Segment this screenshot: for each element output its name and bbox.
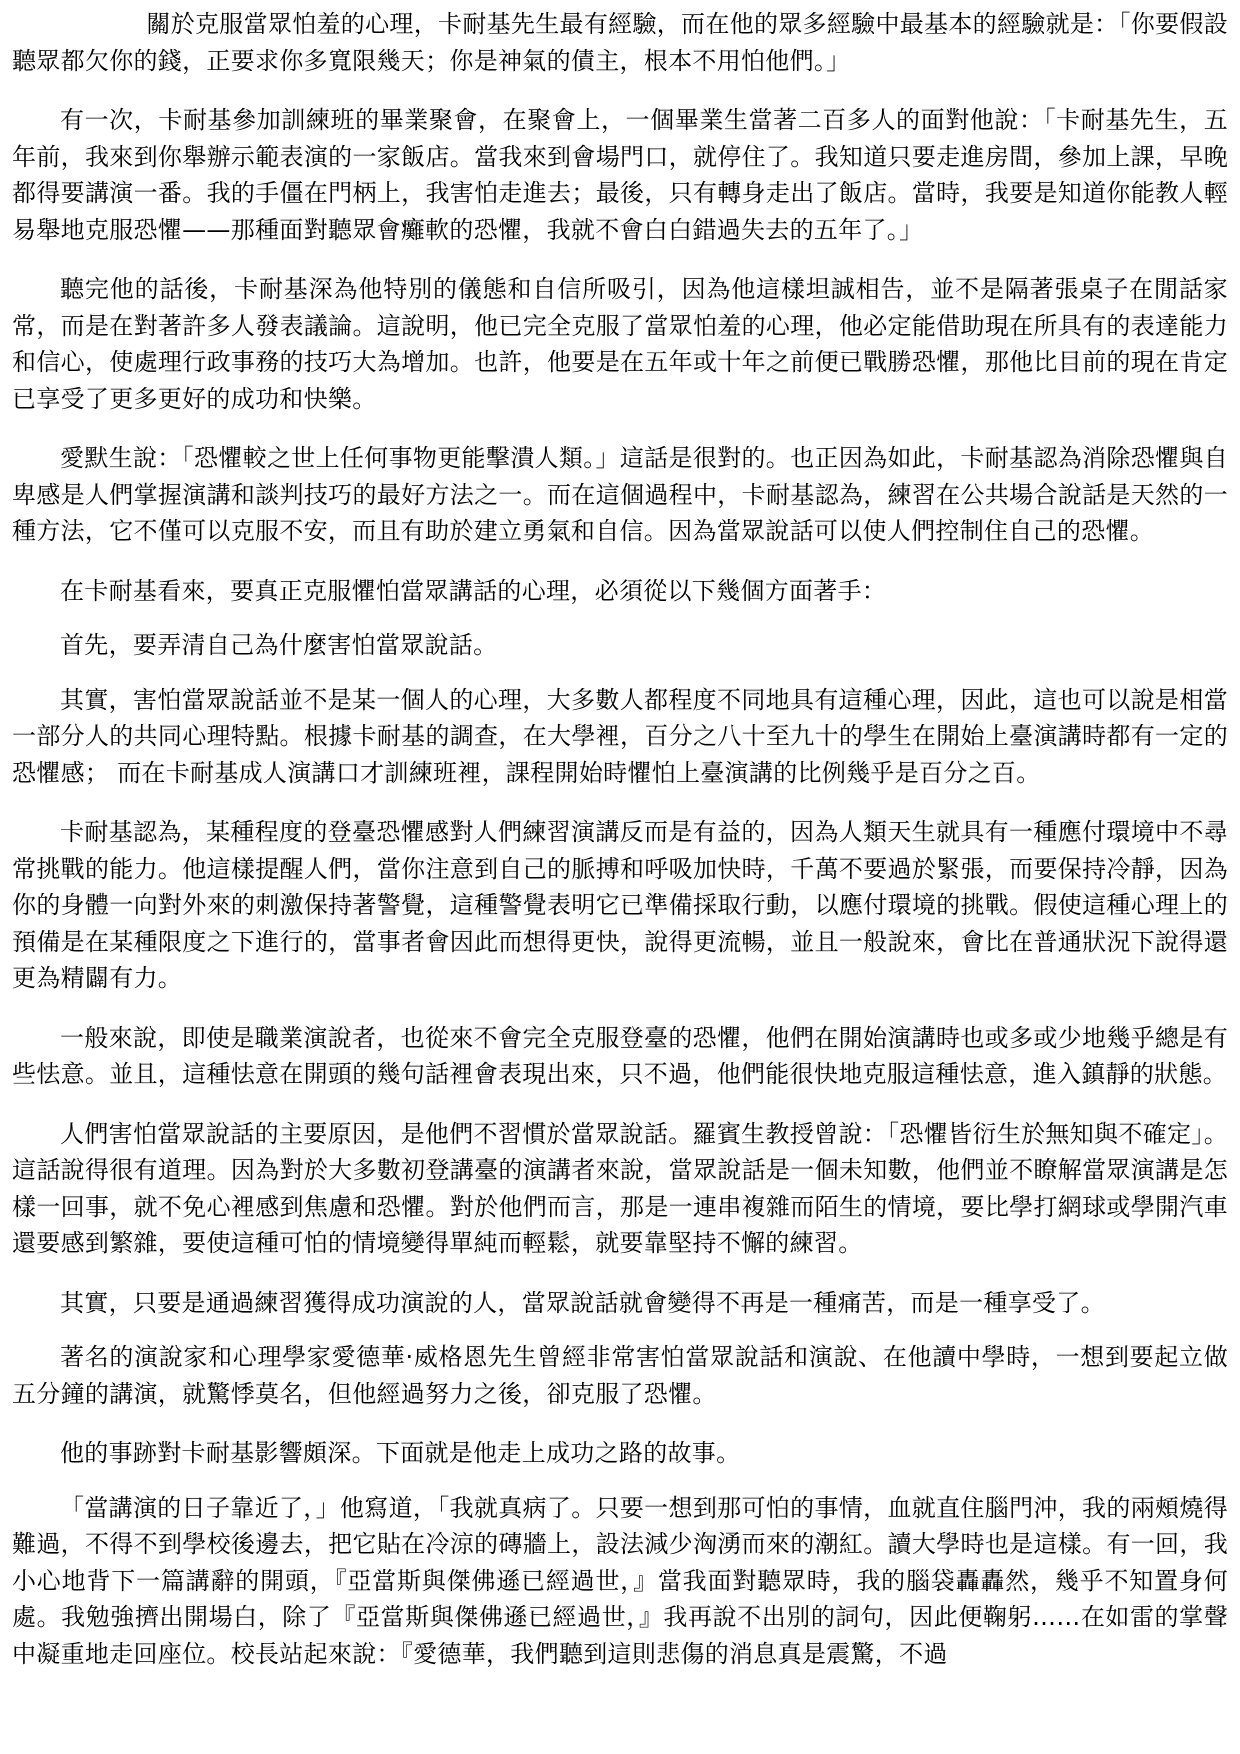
paragraph: 愛默生說：「恐懼較之世上任何事物更能擊潰人類。」這話是很對的。也正因為如此，卡耐基認為消除恐懼與自卑感是人們掌握演講和談判技巧的最好方法之一。而在這個過程中，卡耐基認為，練習在公共場合說話是天然的一種方法，它不僅可以克服不安，而且有助於建立勇氣和自信。因為當眾說話可以使人們控制住自己的恐懼。	[12, 444, 1228, 545]
paragraph: 首先，要弄清自己為什麼害怕當眾說話。	[60, 631, 498, 659]
paragraph: 其實，只要是通過練習獲得成功演說的人，當眾說話就會變得不再是一種痛苦，而是一種享受了。	[60, 1288, 1105, 1317]
paragraph: 「當講演的日子靠近了，」他寫道，「我就真病了。只要一想到那可怕的事情，血就直住腦門沖，我的兩頰燒得難過，不得不到學校後邊去，把它貼在冷涼的磚牆上，設法減少洶湧而來的潮紅。讀大學時也是這樣。有一回，我小心地背下一篇講辭的開頭，『亞當斯與傑佛遜已經過世，』當我面對聽眾時，我的腦袋轟轟然，幾乎不知置身何處。我勉強擠出開場白，除了『亞當斯與傑佛遜已經過世，』我再說不出別的詞句，因此便鞠躬……在如雷的掌聲中凝重地走回座位。校長站起來說：『愛德華，我們聽到這則悲傷的消息真是震驚，不過	[12, 1493, 1228, 1668]
paragraph: 其實，害怕當眾說話並不是某一個人的心理，大多數人都程度不同地具有這種心理，因此，這也可以說是相當一部分人的共同心理特點。根據卡耐基的調查，在大學裡，百分之八十至九十的學生在開始上臺演講時都有一定的恐懼感； 而在卡耐基成人演講口才訓練班裡，課程開始時懼怕上臺演講的比例幾乎是百分之百。	[12, 685, 1228, 787]
paragraph: 在卡耐基看來，要真正克服懼怕當眾講話的心理，必須從以下幾個方面著手：	[60, 576, 887, 605]
paragraph: 有一次，卡耐基參加訓練班的畢業聚會，在聚會上，一個畢業生當著二百多人的面對他說：「卡耐基先生，五年前，我來到你舉辦示範表演的一家飯店。當我來到會場門口，就停住了。我知道只要走進房間，參加上課，早晚都得要講演一番。我的手僵在門柄上，我害怕走進去；最後，只有轉身走出了飯店。當時，我要是知道你能教人輕易舉地克服恐懼——那種面對聽眾會癱軟的恐懼，我就不會白白錯過失去的五年了。」	[12, 106, 1228, 244]
paragraph: 卡耐基認為，某種程度的登臺恐懼感對人們練習演講反而是有益的，因為人類天生就具有一種應付環境中不尋常挑戰的能力。他這樣提醒人們，當你注意到自己的脈搏和呼吸加快時，千萬不要過於緊張，而要保持冷靜，因為你的身體一向對外來的刺激保持著警覺，這種警覺表明它已準備採取行動，以應付環境的挑戰。假使這種心理上的預備是在某種限度之下進行的，當事者會因此而想得更快，說得更流暢，並且一般說來，會比在普通狀況下說得還更為精闢有力。	[12, 818, 1228, 992]
text-column	[12, 6, 1228, 1672]
paragraph: 他的事跡對卡耐基影響頗深。下面就是他走上成功之路的故事。	[60, 1439, 741, 1467]
paragraph: 一般來說，即使是職業演說者，也從來不會完全克服登臺的恐懼，他們在開始演講時也或多或少地幾乎總是有些怯意。並且，這種怯意在開頭的幾句話裡會表現出來，只不過，他們能很快地克服這種怯意，進入鎮靜的狀態。	[12, 1023, 1228, 1088]
paragraph: 關於克服當眾怕羞的心理，卡耐基先生最有經驗，而在他的眾多經驗中最基本的經驗就是：「你要假設聽眾都欠你的錢，正要求你多寬限幾天；你是神氣的債主，根本不用怕他們。」	[12, 10, 1228, 75]
paragraph: 聽完他的話後，卡耐基深為他特別的儀態和自信所吸引，因為他這樣坦誠相告，並不是隔著張桌子在閒話家常，而是在對著許多人發表議論。這說明，他已完全克服了當眾怕羞的心理，他必定能借助現在所具有的表達能力和信心，使處理行政事務的技巧大為增加。也許，他要是在五年或十年之前便已戰勝恐懼，那他比目前的現在肯定已享受了更多更好的成功和快樂。	[12, 275, 1228, 413]
paragraph: 著名的演說家和心理學家愛德華·威格恩先生曾經非常害怕當眾說話和演說、在他讀中學時，一想到要起立做五分鐘的講演，就驚悸莫名，但他經過努力之後，卻克服了恐懼。	[12, 1343, 1228, 1408]
paragraph: 人們害怕當眾說話的主要原因，是他們不習慣於當眾說話。羅賓生教授曾說：「恐懼皆衍生於無知與不確定」。這話說得很有道理。因為對於大多數初登講臺的演講者來說，當眾說話是一個未知數，他們並不瞭解當眾演講是怎樣一回事，就不免心裡感到焦慮和恐懼。對於他們而言，那是一連串複雜而陌生的情境，要比學打網球或學開汽車還要感到繁雜，要使這種可怕的情境變得單純而輕鬆，就要靠堅持不懈的練習。	[12, 1119, 1228, 1257]
